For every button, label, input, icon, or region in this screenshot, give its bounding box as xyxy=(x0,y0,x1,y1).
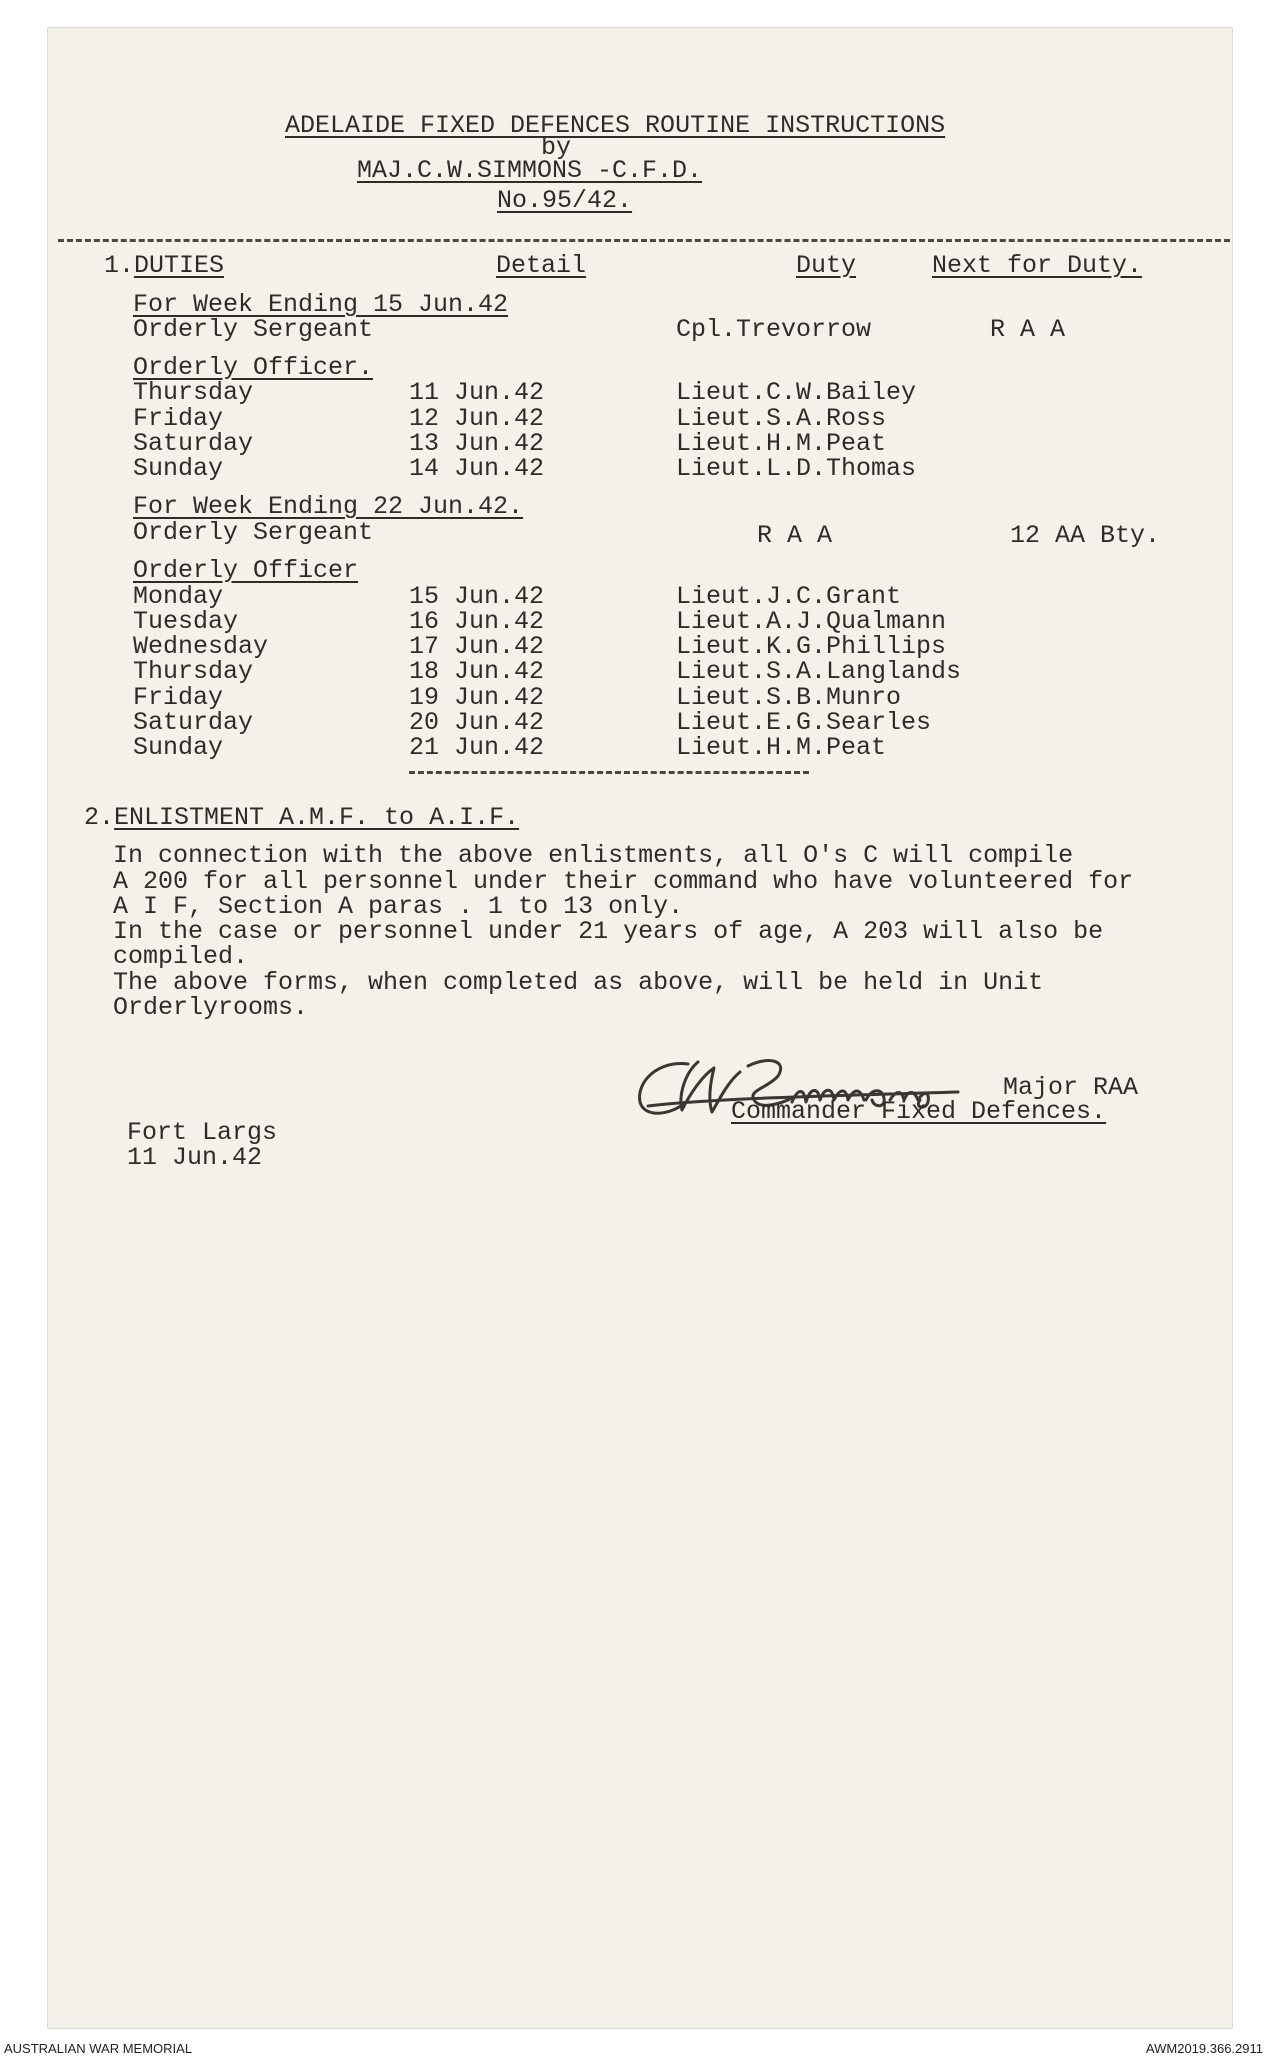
section-2-text-line: A 200 for all personnel under their command who have volunteered for xyxy=(113,867,1134,896)
week-2-day: Thursday xyxy=(133,657,254,686)
week-2-date: 17 Jun.42 xyxy=(409,632,545,661)
section-2-text-line: In the case or personnel under 21 years of age, A 203 will also be xyxy=(113,917,1104,946)
instruction-number: No.95/42. xyxy=(497,186,633,215)
week-2-officer: Lieut.S.A.Langlands xyxy=(676,657,962,686)
week-2-label: For Week Ending 22 Jun.42. xyxy=(133,492,524,521)
week-1-officer: Lieut.C.W.Bailey xyxy=(676,378,917,407)
section-1-number: 1. xyxy=(104,251,135,280)
week-2-sergeant-label: Orderly Sergeant xyxy=(133,518,374,547)
place-date: 11 Jun.42 xyxy=(127,1143,263,1172)
by-line: by xyxy=(541,133,572,162)
week-2-date: 20 Jun.42 xyxy=(409,708,545,737)
week-1-day: Sunday xyxy=(133,454,224,483)
week-2-date: 21 Jun.42 xyxy=(409,733,545,762)
week-1-day: Saturday xyxy=(133,429,254,458)
section-1-title: DUTIES xyxy=(134,251,225,280)
section-2-text-line: compiled. xyxy=(113,942,249,971)
section-2-number: 2. xyxy=(84,803,115,832)
column-detail: Detail xyxy=(496,251,587,280)
section-2-text-line: The above forms, when completed as above, will be held in Unit xyxy=(113,968,1044,997)
week-2-date: 15 Jun.42 xyxy=(409,582,545,611)
week-2-sergeant-duty: R A A xyxy=(757,521,833,550)
week-1-officer: Lieut.L.D.Thomas xyxy=(676,454,917,483)
week-1-date: 12 Jun.42 xyxy=(409,404,545,433)
week-2-day: Monday xyxy=(133,582,224,611)
week-2-officer: Lieut.A.J.Qualmann xyxy=(676,607,947,636)
week-1-date: 11 Jun.42 xyxy=(409,378,545,407)
week-1-officer: Lieut.S.A.Ross xyxy=(676,404,887,433)
week-2-day: Friday xyxy=(133,683,224,712)
week-2-day: Sunday xyxy=(133,733,224,762)
column-duty: Duty xyxy=(796,251,857,280)
signatory-position: Commander Fixed Defences. xyxy=(731,1097,1107,1126)
week-1-date: 13 Jun.42 xyxy=(409,429,545,458)
week-1-sergeant-duty: Cpl.Trevorrow xyxy=(676,315,872,344)
place-location: Fort Largs xyxy=(127,1118,278,1147)
section-2-heading xyxy=(84,805,519,830)
week-2-officer: Lieut.S.B.Munro xyxy=(676,683,902,712)
footer-accession-number: AWM2019.366.2911 xyxy=(1145,2041,1263,2056)
week-1-date: 14 Jun.42 xyxy=(409,454,545,483)
week-1-sergeant-label: Orderly Sergeant xyxy=(133,315,374,344)
document-title: ADELAIDE FIXED DEFENCES ROUTINE INSTRUCTIONS xyxy=(285,111,946,140)
week-1-day: Friday xyxy=(133,404,224,433)
week-1-label: For Week Ending 15 Jun.42 xyxy=(133,290,509,319)
signatory-rank: Major RAA xyxy=(1003,1073,1139,1102)
column-next-for-duty: Next for Duty. xyxy=(932,251,1143,280)
week-2-officer-label: Orderly Officer xyxy=(133,556,359,585)
section-2-text-line: Orderlyrooms. xyxy=(113,993,309,1022)
week-2-officer: Lieut.H.M.Peat xyxy=(676,733,887,762)
week-1-officer: Lieut.H.M.Peat xyxy=(676,429,887,458)
week-2-date: 18 Jun.42 xyxy=(409,657,545,686)
week-1-day: Thursday xyxy=(133,378,254,407)
header-divider xyxy=(58,239,1230,242)
week-2-day: Tuesday xyxy=(133,607,239,636)
section-2-text-line: In connection with the above enlistments, all O's C will compile xyxy=(113,841,1074,870)
footer-archive-name: AUSTRALIAN WAR MEMORIAL xyxy=(4,2041,193,2056)
author-line: MAJ.C.W.SIMMONS -C.F.D. xyxy=(357,156,703,185)
week-2-officer: Lieut.K.G.Phillips xyxy=(676,632,947,661)
week-2-officer: Lieut.E.G.Searles xyxy=(676,708,932,737)
week-1-sergeant-next: R A A xyxy=(990,315,1066,344)
week-2-sergeant-next: 12 AA Bty. xyxy=(1010,521,1161,550)
week-1-officer-label: Orderly Officer. xyxy=(133,353,374,382)
section-2-text-line: A I F, Section A paras . 1 to 13 only. xyxy=(113,892,684,921)
section-2-title: ENLISTMENT A.M.F. to A.I.F. xyxy=(114,803,520,832)
section-1-end-divider xyxy=(409,771,809,774)
week-2-date: 16 Jun.42 xyxy=(409,607,545,636)
section-1-heading xyxy=(104,253,224,278)
week-2-officer: Lieut.J.C.Grant xyxy=(676,582,902,611)
week-2-date: 19 Jun.42 xyxy=(409,683,545,712)
week-2-day: Saturday xyxy=(133,708,254,737)
week-2-day: Wednesday xyxy=(133,632,269,661)
